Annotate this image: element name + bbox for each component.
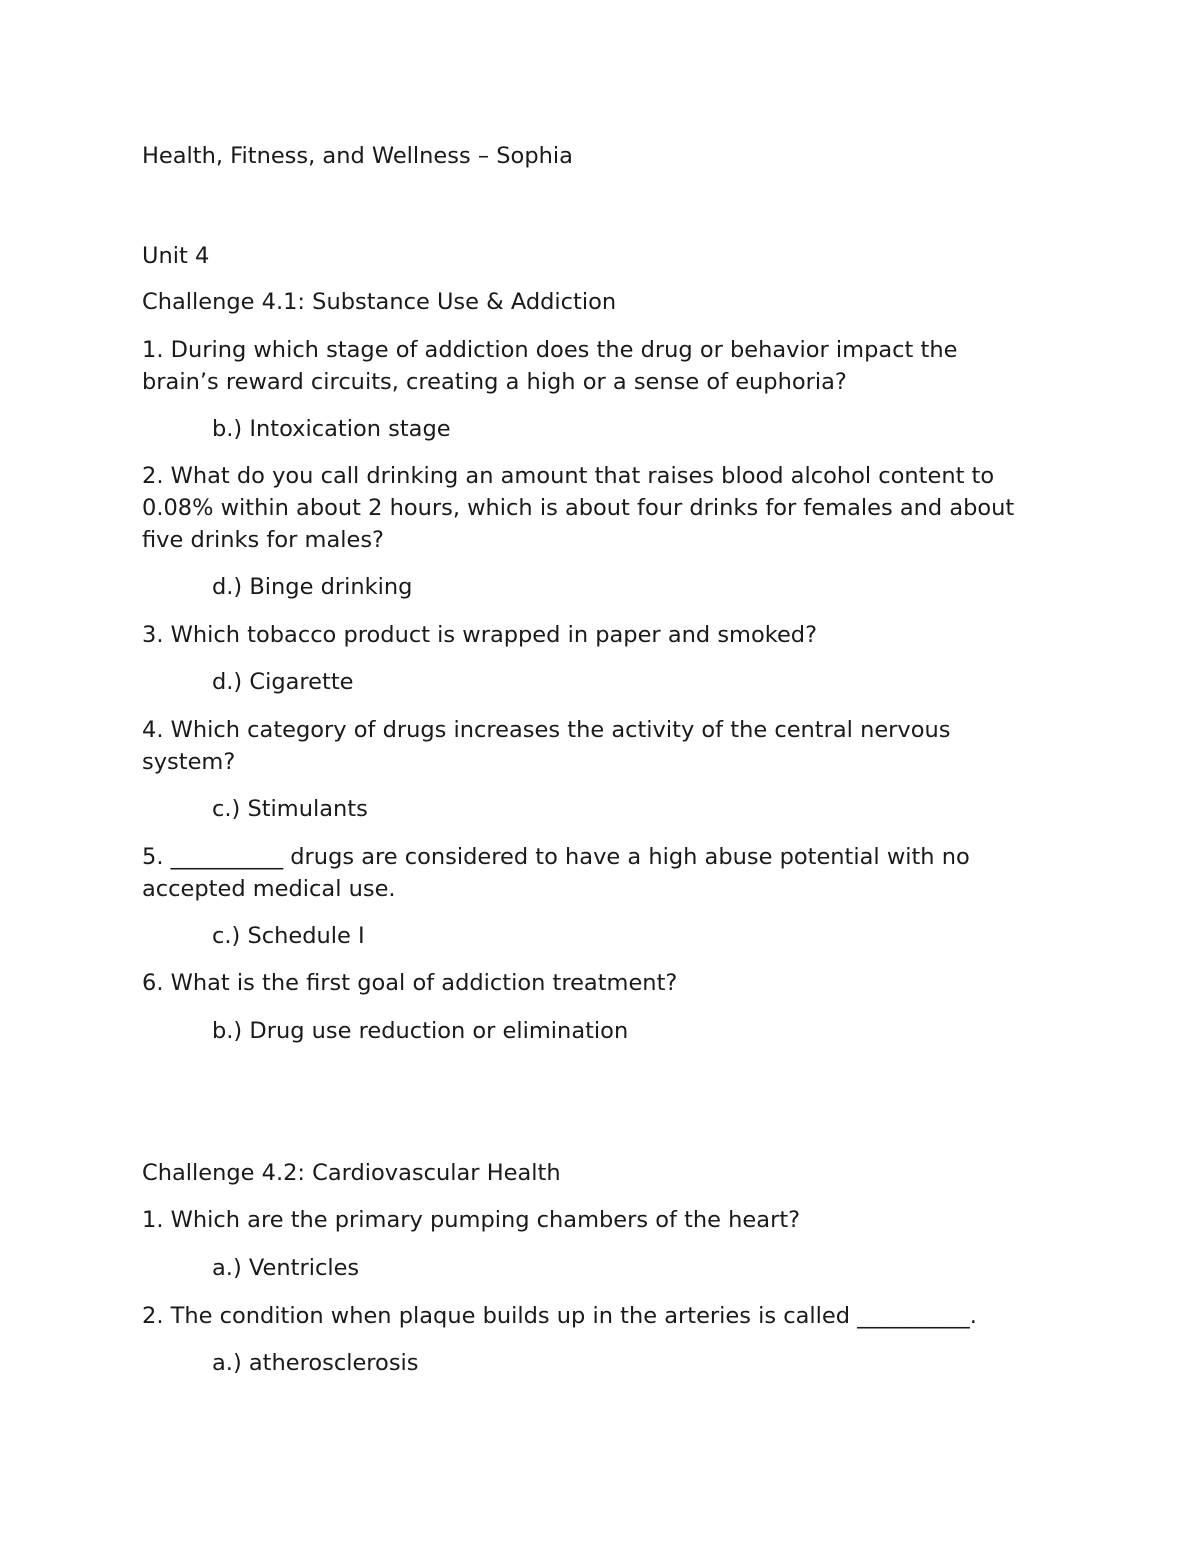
question-5-line-2: accepted medical use.	[142, 876, 396, 902]
question-4-line-2: system?	[142, 749, 236, 775]
question-5-line-1: 5. __________ drugs are considered to have a high abuse potential with no	[142, 844, 970, 870]
question-2-line-3: five drinks for males?	[142, 527, 384, 553]
cardio-question-2-answer: a.) atherosclerosis	[212, 1350, 419, 1376]
question-2-line-1: 2. What do you call drinking an amount that raises blood alcohol content to	[142, 463, 995, 489]
question-4-line-1: 4. Which category of drugs increases the activity of the central nervous	[142, 717, 951, 743]
cardio-question-1-answer: a.) Ventricles	[212, 1255, 360, 1281]
question-1-answer: b.) Intoxication stage	[212, 416, 451, 442]
question-2-line-2: 0.08% within about 2 hours, which is about four drinks for females and about	[142, 495, 1015, 521]
document-title: Health, Fitness, and Wellness – Sophia	[142, 143, 573, 169]
cardio-question-1-line-1: 1. Which are the primary pumping chambers of the heart?	[142, 1207, 801, 1233]
cardio-question-2-line-1: 2. The condition when plaque builds up in the arteries is called __________.	[142, 1303, 977, 1329]
question-2-answer: d.) Binge drinking	[212, 574, 413, 600]
question-3-answer: d.) Cigarette	[212, 669, 354, 695]
question-5-answer: c.) Schedule I	[212, 923, 365, 949]
question-6-answer: b.) Drug use reduction or elimination	[212, 1018, 629, 1044]
question-6-line-1: 6. What is the first goal of addiction treatment?	[142, 970, 678, 996]
question-1-line-1: 1. During which stage of addiction does the drug or behavior impact the	[142, 337, 958, 363]
challenge-4-2-heading: Challenge 4.2: Cardiovascular Health	[142, 1160, 561, 1186]
question-4-answer: c.) Stimulants	[212, 796, 368, 822]
question-3-line-1: 3. Which tobacco product is wrapped in paper and smoked?	[142, 622, 818, 648]
challenge-4-1-heading: Challenge 4.1: Substance Use & Addiction	[142, 289, 617, 315]
question-1-line-2: brain’s reward circuits, creating a high or a sense of euphoria?	[142, 369, 847, 395]
unit-heading: Unit 4	[142, 243, 210, 269]
